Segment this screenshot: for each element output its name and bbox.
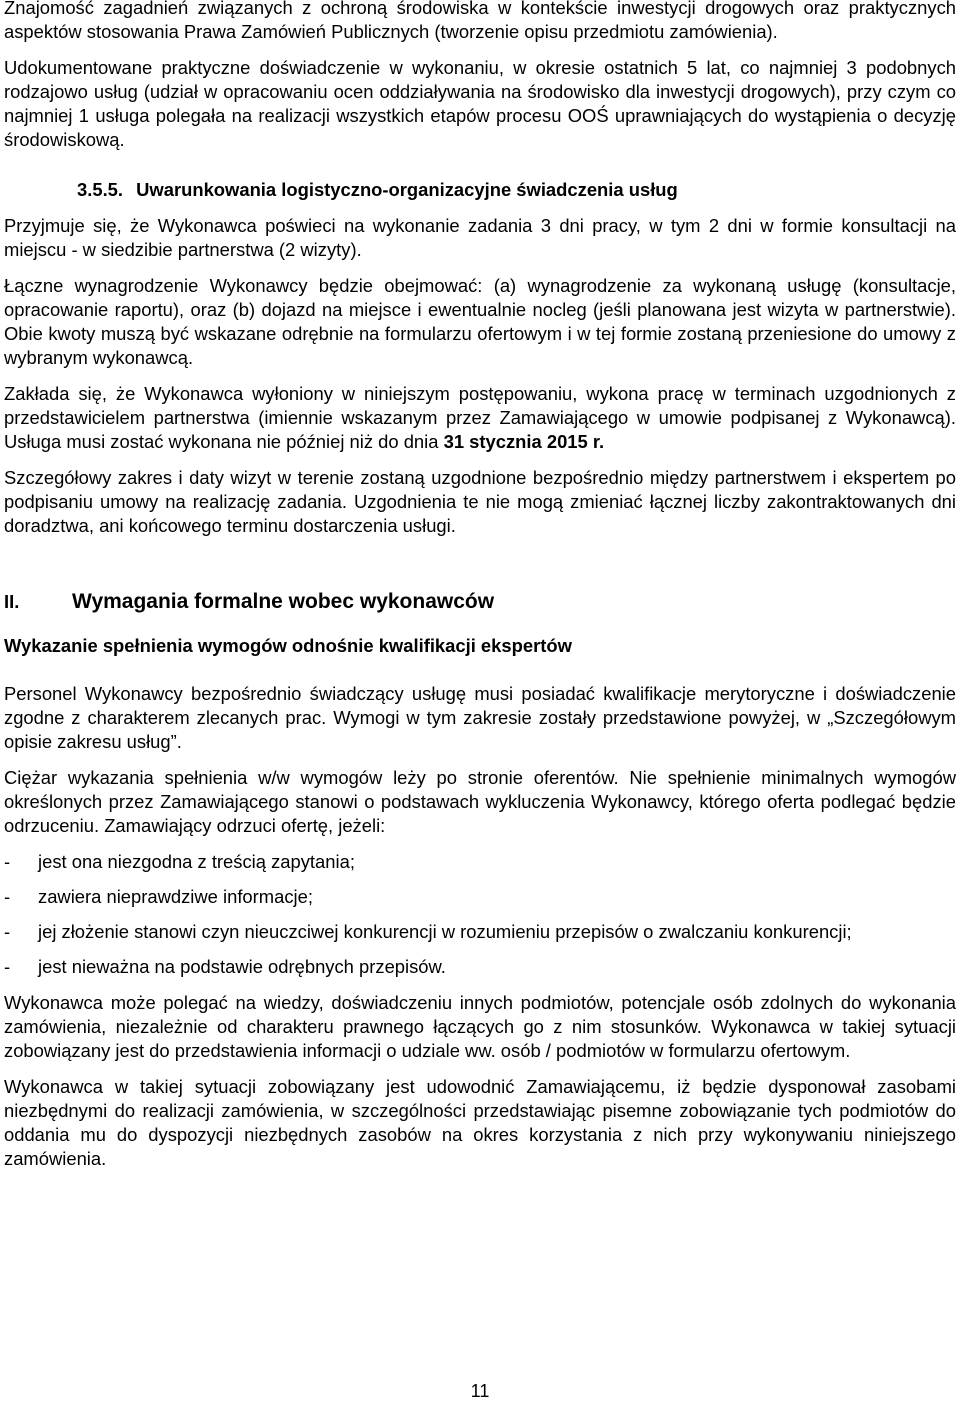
rejection-list bbox=[4, 850, 956, 979]
section-355-title: Uwarunkowania logistyczno-organizacyjne świadczenia usług bbox=[136, 179, 678, 200]
list-dash: - bbox=[4, 956, 11, 977]
page-number: 11 bbox=[470, 1381, 490, 1401]
list-dash: - bbox=[4, 851, 11, 872]
deadline-date: 31 stycznia 2015 r. bbox=[443, 431, 605, 452]
list-item bbox=[4, 885, 956, 909]
list-dash: - bbox=[4, 921, 11, 942]
proof-of-resources-paragraph: Wykonawca w takiej sytuacji zobowiązany jest udowodnić Zamawiającemu, iż będzie dysponował zasobami niezbędnymi do realizacji zamówienia, w szczególności przedstawiając pisemne zobowiązanie tych podmiotów do oddania mu do dyspozycji niezbędnych zasobów na okres korzystania z nich przy wykonywaniu niniejszego zamówienia. bbox=[4, 1076, 956, 1169]
section-ii-title: Wymagania formalne wobec wykonawców bbox=[72, 590, 495, 613]
schedule-paragraph: Szczegółowy zakres i daty wizyt w terenie zostaną uzgodnione bezpośrednio między partnerstwem i ekspertem po podpisaniu umowy na realizację zadania. Uzgodnienia te nie mogą zmieniać łącznej liczby zakontraktowanych dni doradztwa, ani końcowego terminu dostarczenia usługi. bbox=[4, 467, 956, 536]
list-item-text: jej złożenie stanowi czyn nieuczciwej konkurencji w rozumieniu przepisów o zwalczaniu konkurencji; bbox=[38, 921, 852, 942]
section-355-heading bbox=[4, 178, 956, 202]
deadline-paragraph bbox=[4, 382, 956, 454]
personnel-paragraph: Personel Wykonawcy bezpośrednio świadczący usługę musi posiadać kwalifikacje merytoryczne i doświadczenie zgodne z charakterem zlecanych prac. Wymogi w tym zakresie zostały przedstawione powyżej, w „Szczegółowym opisie zakresu usług”. bbox=[4, 683, 956, 752]
section-355-number: 3.5.5. bbox=[77, 179, 124, 200]
list-item-text: jest ona niezgodna z treścią zapytania; bbox=[38, 851, 355, 872]
deadline-paragraph-text: Zakłada się, że Wykonawca wyłoniony w niniejszym postępowaniu, wykona pracę w terminach uzgodnionych z przedstawicielem partnerstwa (imiennie wskazanym przez Zamawiającego w umowie podpisanej z Wykonawcą). Usługa musi zostać wykonana nie później niż do dnia bbox=[4, 383, 956, 452]
burden-of-proof-paragraph: Ciężar wykazania spełnienia w/w wymogów leży po stronie oferentów. Nie spełnienie minimalnych wymogów określonych przez Zamawiającego stanowi o podstawach wykluczenia Wykonawcy, którego oferta podlegać będzie odrzuceniu. Zamawiający odrzuci ofertę, jeżeli: bbox=[4, 767, 956, 836]
page-content bbox=[4, 0, 956, 1183]
list-item bbox=[4, 955, 956, 979]
logistics-paragraph-1: Przyjmuje się, że Wykonawca poświeci na wykonanie zadania 3 dni pracy, w tym 2 dni w formie konsultacji na miejscu ‑ w siedzibie partnerstwa (2 wizyty). bbox=[4, 215, 956, 260]
list-item-text: jest nieważna na podstawie odrębnych przepisów. bbox=[38, 956, 446, 977]
intro-paragraph: Znajomość zagadnień związanych z ochroną środowiska w kontekście inwestycji drogowych oraz praktycznych aspektów stosowania Prawa Zamówień Publicznych (tworzenie opisu przedmiotu zamówienia). bbox=[4, 0, 956, 42]
section-ii-heading bbox=[4, 590, 956, 614]
qualifications-subheading: Wykazanie spełnienia wymogów odnośnie kwalifikacji ekspertów bbox=[4, 635, 572, 656]
list-item-text: zawiera nieprawdziwe informacje; bbox=[38, 886, 313, 907]
experience-paragraph: Udokumentowane praktyczne doświadczenie w wykonaniu, w okresie ostatnich 5 lat, co najmniej 3 podobnych rodzajowo usług (udział w opracowaniu ocen oddziaływania na środowisko dla inwestycji drogowych), przy czym co najmniej 1 usługa polegała na realizacji wszystkich etapów procesu OOŚ uprawniających do wystąpienia o decyzję środowiskową. bbox=[4, 57, 956, 150]
list-item bbox=[4, 920, 956, 944]
section-ii-number: II. bbox=[4, 591, 20, 612]
logistics-paragraph-2: Łączne wynagrodzenie Wykonawcy będzie obejmować: (a) wynagrodzenie za wykonaną usługę (konsultacje, opracowanie raportu), oraz (b) dojazd na miejsce i ewentualnie nocleg (jeśli planowana jest wizyta w partnerstwie). Obie kwoty muszą być wskazane odrębnie na formularzu ofertowym i w tej formie zostaną przeniesione do umowy z wybranym wykonawcą. bbox=[4, 275, 956, 368]
list-item bbox=[4, 850, 956, 874]
list-dash: - bbox=[4, 886, 11, 907]
third-party-resources-paragraph: Wykonawca może polegać na wiedzy, doświadczeniu innych podmiotów, potencjale osób zdolnych do wykonania zamówienia, niezależnie od charakteru prawnego łączących go z nim stosunków. Wykonawca w takiej sytuacji zobowiązany jest do przedstawienia informacji o udziale ww. osób / podmiotów w formularzu ofertowym. bbox=[4, 992, 956, 1061]
